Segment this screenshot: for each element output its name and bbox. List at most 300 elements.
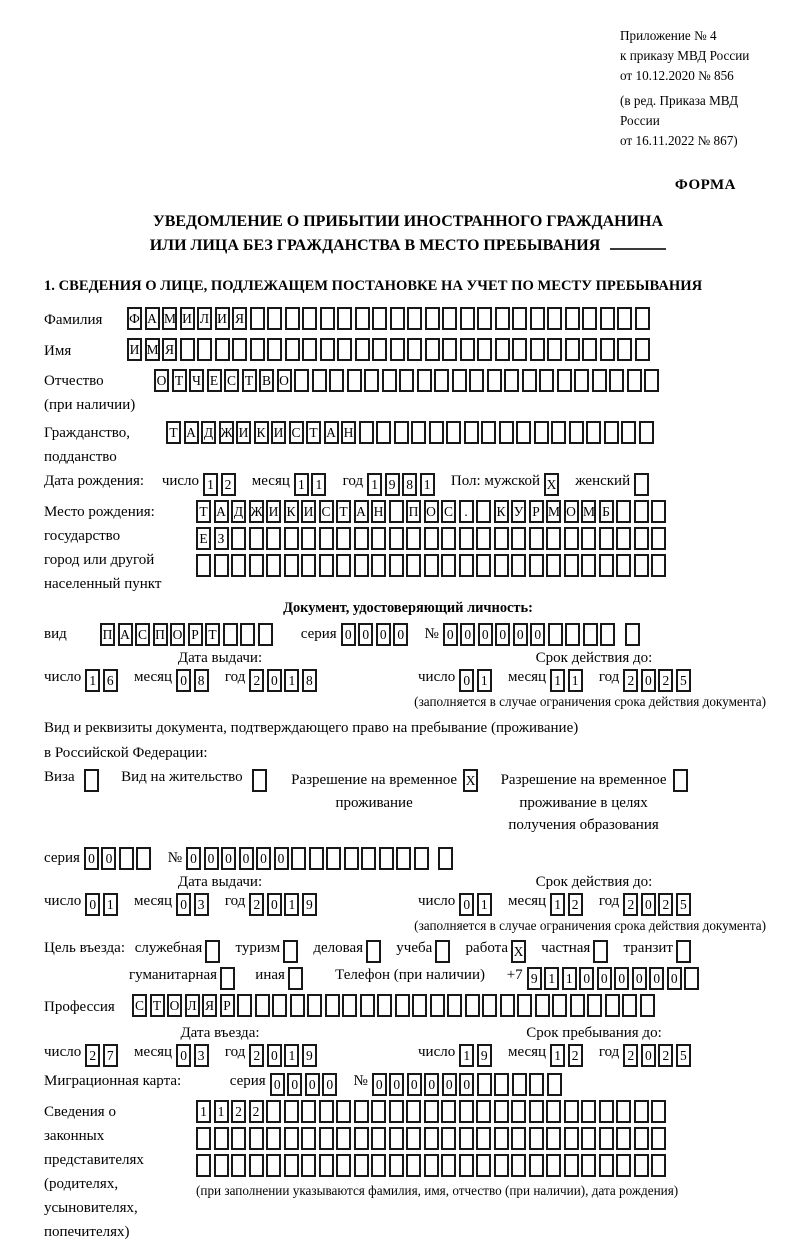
char-cell[interactable] [336, 1100, 351, 1123]
char-cell[interactable] [250, 307, 265, 330]
res-issue-year-cells[interactable] [249, 893, 319, 916]
residence-series-cells[interactable] [84, 847, 154, 870]
char-cell[interactable]: А [214, 500, 229, 523]
char-cell[interactable]: Д [231, 500, 246, 523]
char-cell[interactable] [635, 307, 650, 330]
char-cell[interactable]: 0 [176, 893, 191, 916]
char-cell[interactable] [258, 623, 273, 646]
char-cell[interactable] [302, 307, 317, 330]
char-cell[interactable] [494, 1154, 509, 1177]
purpose-work-checkbox[interactable] [511, 940, 529, 963]
char-cell[interactable] [220, 967, 235, 990]
char-cell[interactable] [529, 1127, 544, 1150]
char-cell[interactable]: 0 [641, 669, 656, 692]
char-cell[interactable] [547, 338, 562, 361]
char-cell[interactable] [249, 527, 264, 550]
char-cell[interactable] [447, 994, 462, 1017]
char-cell[interactable]: 5 [676, 893, 691, 916]
char-cell[interactable]: 1 [214, 1100, 229, 1123]
char-cell[interactable] [355, 338, 370, 361]
char-cell[interactable] [390, 338, 405, 361]
char-cell[interactable] [517, 994, 532, 1017]
char-cell[interactable]: 0 [407, 1073, 422, 1096]
char-cell[interactable] [581, 1100, 596, 1123]
char-cell[interactable] [582, 307, 597, 330]
char-cell[interactable] [582, 338, 597, 361]
char-cell[interactable]: 0 [459, 1073, 474, 1096]
char-cell[interactable] [283, 940, 298, 963]
char-cell[interactable] [424, 1100, 439, 1123]
purpose-other-checkbox[interactable] [288, 967, 306, 990]
char-cell[interactable] [237, 994, 252, 1017]
char-cell[interactable] [651, 1154, 666, 1177]
char-cell[interactable]: О [167, 994, 182, 1017]
char-cell[interactable]: 0 [101, 847, 116, 870]
char-cell[interactable] [634, 527, 649, 550]
char-cell[interactable]: 0 [632, 967, 647, 990]
char-cell[interactable]: 3 [194, 1044, 209, 1067]
char-cell[interactable] [319, 1127, 334, 1150]
char-cell[interactable]: 1 [550, 893, 565, 916]
char-cell[interactable] [604, 421, 619, 444]
representatives-row3-cells[interactable] [196, 1154, 678, 1177]
char-cell[interactable]: С [224, 369, 239, 392]
char-cell[interactable] [435, 940, 450, 963]
char-cell[interactable] [564, 527, 579, 550]
char-cell[interactable]: К [494, 500, 509, 523]
char-cell[interactable] [617, 338, 632, 361]
char-cell[interactable]: Е [196, 527, 211, 550]
char-cell[interactable] [371, 1127, 386, 1150]
char-cell[interactable] [442, 307, 457, 330]
char-cell[interactable] [477, 1073, 492, 1096]
char-cell[interactable] [249, 554, 264, 577]
purpose-business-checkbox[interactable] [366, 940, 384, 963]
char-cell[interactable]: 2 [221, 473, 236, 496]
char-cell[interactable] [586, 421, 601, 444]
female-checkbox[interactable] [634, 473, 652, 496]
char-cell[interactable] [546, 554, 561, 577]
char-cell[interactable] [621, 421, 636, 444]
char-cell[interactable]: 0 [442, 1073, 457, 1096]
purpose-official-checkbox[interactable] [205, 940, 223, 963]
char-cell[interactable]: А [145, 307, 160, 330]
char-cell[interactable]: К [254, 421, 269, 444]
char-cell[interactable] [511, 527, 526, 550]
char-cell[interactable]: 2 [623, 1044, 638, 1067]
char-cell[interactable] [581, 1127, 596, 1150]
char-cell[interactable] [417, 369, 432, 392]
char-cell[interactable] [434, 369, 449, 392]
char-cell[interactable] [376, 421, 391, 444]
char-cell[interactable] [495, 307, 510, 330]
char-cell[interactable]: П [153, 623, 168, 646]
char-cell[interactable]: . [459, 500, 474, 523]
char-cell[interactable]: О [154, 369, 169, 392]
phone-cells[interactable] [527, 967, 702, 990]
char-cell[interactable] [205, 940, 220, 963]
char-cell[interactable] [546, 1127, 561, 1150]
char-cell[interactable] [344, 847, 359, 870]
char-cell[interactable] [460, 307, 475, 330]
char-cell[interactable] [326, 847, 341, 870]
char-cell[interactable] [272, 994, 287, 1017]
char-cell[interactable] [651, 554, 666, 577]
char-cell[interactable] [255, 994, 270, 1017]
char-cell[interactable] [319, 527, 334, 550]
char-cell[interactable] [284, 1127, 299, 1150]
char-cell[interactable] [564, 1100, 579, 1123]
purpose-transit-checkbox[interactable] [676, 940, 694, 963]
char-cell[interactable]: 5 [676, 669, 691, 692]
char-cell[interactable] [651, 500, 666, 523]
res-issue-day-cells[interactable] [85, 893, 120, 916]
char-cell[interactable] [389, 1100, 404, 1123]
char-cell[interactable] [460, 338, 475, 361]
char-cell[interactable] [231, 1127, 246, 1150]
char-cell[interactable]: 2 [249, 893, 264, 916]
char-cell[interactable] [529, 1073, 544, 1096]
char-cell[interactable] [249, 1127, 264, 1150]
char-cell[interactable]: 1 [550, 1044, 565, 1067]
char-cell[interactable] [481, 421, 496, 444]
char-cell[interactable] [319, 1154, 334, 1177]
char-cell[interactable] [512, 338, 527, 361]
char-cell[interactable]: 0 [270, 1073, 285, 1096]
char-cell[interactable] [119, 847, 134, 870]
char-cell[interactable] [600, 307, 615, 330]
doc-number-extra-cell[interactable] [625, 623, 640, 646]
char-cell[interactable] [389, 1127, 404, 1150]
char-cell[interactable]: 0 [579, 967, 594, 990]
char-cell[interactable]: X [511, 940, 526, 963]
char-cell[interactable] [307, 994, 322, 1017]
char-cell[interactable] [592, 369, 607, 392]
char-cell[interactable]: С [289, 421, 304, 444]
char-cell[interactable] [574, 369, 589, 392]
char-cell[interactable] [546, 1154, 561, 1177]
char-cell[interactable]: 9 [527, 967, 542, 990]
char-cell[interactable] [616, 500, 631, 523]
char-cell[interactable]: Б [599, 500, 614, 523]
char-cell[interactable]: О [564, 500, 579, 523]
char-cell[interactable] [285, 338, 300, 361]
char-cell[interactable] [459, 1127, 474, 1150]
char-cell[interactable] [366, 940, 381, 963]
res-valid-day-cells[interactable] [459, 893, 494, 916]
char-cell[interactable] [399, 369, 414, 392]
firstname-cells[interactable] [127, 338, 652, 361]
char-cell[interactable] [565, 338, 580, 361]
temp-residence-edu-checkbox[interactable] [673, 769, 691, 792]
char-cell[interactable]: 1 [284, 669, 299, 692]
char-cell[interactable] [511, 1154, 526, 1177]
char-cell[interactable]: 0 [376, 623, 391, 646]
char-cell[interactable] [570, 994, 585, 1017]
entry-month-cells[interactable] [176, 1044, 211, 1067]
char-cell[interactable] [354, 1127, 369, 1150]
char-cell[interactable]: 0 [614, 967, 629, 990]
char-cell[interactable]: 0 [641, 893, 656, 916]
char-cell[interactable] [354, 1100, 369, 1123]
purpose-study-checkbox[interactable] [435, 940, 453, 963]
male-checkbox[interactable] [544, 473, 562, 496]
char-cell[interactable] [599, 527, 614, 550]
char-cell[interactable]: М [581, 500, 596, 523]
char-cell[interactable]: 0 [274, 847, 289, 870]
char-cell[interactable] [407, 338, 422, 361]
doc-kind-cells[interactable] [100, 623, 275, 646]
birth-year-cells[interactable] [367, 473, 437, 496]
char-cell[interactable]: 8 [194, 669, 209, 692]
char-cell[interactable]: 2 [658, 893, 673, 916]
char-cell[interactable]: Ж [249, 500, 264, 523]
char-cell[interactable]: Н [371, 500, 386, 523]
char-cell[interactable] [196, 1154, 211, 1177]
char-cell[interactable]: М [145, 338, 160, 361]
char-cell[interactable]: С [319, 500, 334, 523]
char-cell[interactable] [312, 369, 327, 392]
char-cell[interactable] [84, 769, 99, 792]
char-cell[interactable] [342, 994, 357, 1017]
char-cell[interactable] [336, 554, 351, 577]
char-cell[interactable]: 2 [658, 669, 673, 692]
char-cell[interactable]: 0 [186, 847, 201, 870]
char-cell[interactable] [377, 994, 392, 1017]
char-cell[interactable] [250, 338, 265, 361]
char-cell[interactable]: 0 [597, 967, 612, 990]
char-cell[interactable] [389, 527, 404, 550]
char-cell[interactable] [499, 421, 514, 444]
char-cell[interactable]: 0 [341, 623, 356, 646]
char-cell[interactable] [616, 1127, 631, 1150]
char-cell[interactable] [347, 369, 362, 392]
char-cell[interactable] [267, 307, 282, 330]
char-cell[interactable]: 9 [385, 473, 400, 496]
char-cell[interactable]: А [118, 623, 133, 646]
char-cell[interactable] [406, 527, 421, 550]
char-cell[interactable]: 1 [294, 473, 309, 496]
migration-number-cells[interactable] [372, 1073, 565, 1096]
char-cell[interactable] [552, 994, 567, 1017]
char-cell[interactable] [600, 338, 615, 361]
char-cell[interactable] [354, 1154, 369, 1177]
char-cell[interactable] [284, 1154, 299, 1177]
char-cell[interactable]: 1 [550, 669, 565, 692]
char-cell[interactable]: X [463, 769, 478, 792]
char-cell[interactable] [635, 338, 650, 361]
char-cell[interactable] [511, 1127, 526, 1150]
birth-day-cells[interactable] [203, 473, 238, 496]
char-cell[interactable]: 0 [176, 669, 191, 692]
char-cell[interactable]: У [511, 500, 526, 523]
char-cell[interactable] [512, 307, 527, 330]
char-cell[interactable] [651, 527, 666, 550]
citizenship-cells[interactable] [166, 421, 656, 444]
stay-year-cells[interactable] [623, 1044, 693, 1067]
char-cell[interactable] [535, 994, 550, 1017]
char-cell[interactable]: 0 [358, 623, 373, 646]
char-cell[interactable]: 0 [460, 623, 475, 646]
char-cell[interactable] [581, 1154, 596, 1177]
char-cell[interactable]: 1 [459, 1044, 474, 1067]
char-cell[interactable] [634, 1154, 649, 1177]
char-cell[interactable]: 2 [85, 1044, 100, 1067]
char-cell[interactable]: 0 [513, 623, 528, 646]
char-cell[interactable] [382, 369, 397, 392]
char-cell[interactable] [196, 554, 211, 577]
char-cell[interactable]: Т [172, 369, 187, 392]
char-cell[interactable] [406, 554, 421, 577]
stay-month-cells[interactable] [550, 1044, 585, 1067]
char-cell[interactable]: 9 [477, 1044, 492, 1067]
char-cell[interactable]: М [162, 307, 177, 330]
char-cell[interactable]: 1 [85, 669, 100, 692]
char-cell[interactable] [476, 1154, 491, 1177]
char-cell[interactable]: А [354, 500, 369, 523]
char-cell[interactable]: О [424, 500, 439, 523]
birthplace-row2-cells[interactable] [196, 527, 669, 550]
char-cell[interactable]: 5 [676, 1044, 691, 1067]
patronymic-cells[interactable] [154, 369, 662, 392]
res-issue-month-cells[interactable] [176, 893, 211, 916]
char-cell[interactable] [414, 847, 429, 870]
char-cell[interactable] [267, 338, 282, 361]
char-cell[interactable]: 0 [287, 1073, 302, 1096]
entry-day-cells[interactable] [85, 1044, 120, 1067]
birthplace-row1-cells[interactable] [196, 500, 669, 523]
char-cell[interactable] [359, 421, 374, 444]
char-cell[interactable] [600, 623, 615, 646]
char-cell[interactable] [389, 500, 404, 523]
char-cell[interactable] [336, 1154, 351, 1177]
char-cell[interactable] [337, 338, 352, 361]
char-cell[interactable]: О [277, 369, 292, 392]
char-cell[interactable] [599, 1127, 614, 1150]
char-cell[interactable] [372, 338, 387, 361]
char-cell[interactable]: Я [232, 307, 247, 330]
char-cell[interactable] [371, 1100, 386, 1123]
char-cell[interactable]: 6 [103, 669, 118, 692]
char-cell[interactable]: Т [166, 421, 181, 444]
char-cell[interactable] [389, 1154, 404, 1177]
char-cell[interactable]: 2 [231, 1100, 246, 1123]
char-cell[interactable]: 2 [568, 893, 583, 916]
char-cell[interactable] [231, 1154, 246, 1177]
char-cell[interactable]: И [215, 307, 230, 330]
char-cell[interactable] [371, 1154, 386, 1177]
char-cell[interactable] [511, 1100, 526, 1123]
char-cell[interactable] [266, 1154, 281, 1177]
char-cell[interactable] [476, 554, 491, 577]
char-cell[interactable] [395, 994, 410, 1017]
char-cell[interactable]: 1 [284, 893, 299, 916]
char-cell[interactable]: 0 [393, 623, 408, 646]
char-cell[interactable] [424, 1127, 439, 1150]
char-cell[interactable] [634, 554, 649, 577]
char-cell[interactable] [319, 1100, 334, 1123]
char-cell[interactable] [546, 1100, 561, 1123]
char-cell[interactable] [504, 369, 519, 392]
char-cell[interactable] [240, 623, 255, 646]
char-cell[interactable]: В [259, 369, 274, 392]
char-cell[interactable] [459, 1100, 474, 1123]
char-cell[interactable]: 0 [478, 623, 493, 646]
char-cell[interactable] [476, 527, 491, 550]
char-cell[interactable] [494, 1127, 509, 1150]
char-cell[interactable] [547, 1073, 562, 1096]
char-cell[interactable]: 0 [267, 669, 282, 692]
char-cell[interactable] [379, 847, 394, 870]
char-cell[interactable] [476, 500, 491, 523]
char-cell[interactable] [634, 500, 649, 523]
char-cell[interactable]: З [214, 527, 229, 550]
char-cell[interactable] [430, 994, 445, 1017]
issue-day-cells[interactable] [85, 669, 120, 692]
char-cell[interactable] [469, 369, 484, 392]
representatives-row1-cells[interactable] [196, 1100, 678, 1123]
char-cell[interactable] [301, 1100, 316, 1123]
char-cell[interactable]: Т [242, 369, 257, 392]
purpose-tourism-checkbox[interactable] [283, 940, 301, 963]
birthplace-row3-cells[interactable] [196, 554, 669, 577]
char-cell[interactable] [429, 421, 444, 444]
doc-series-cells[interactable] [341, 623, 411, 646]
char-cell[interactable] [564, 1154, 579, 1177]
char-cell[interactable] [396, 847, 411, 870]
char-cell[interactable] [581, 527, 596, 550]
char-cell[interactable] [301, 1127, 316, 1150]
char-cell[interactable] [522, 369, 537, 392]
char-cell[interactable] [294, 369, 309, 392]
char-cell[interactable] [442, 338, 457, 361]
char-cell[interactable] [616, 527, 631, 550]
char-cell[interactable]: Я [162, 338, 177, 361]
char-cell[interactable]: Е [207, 369, 222, 392]
char-cell[interactable] [676, 940, 691, 963]
char-cell[interactable] [406, 1127, 421, 1150]
char-cell[interactable]: 1 [311, 473, 326, 496]
purpose-private-checkbox[interactable] [593, 940, 611, 963]
residence-permit-checkbox[interactable] [252, 769, 270, 792]
char-cell[interactable] [547, 307, 562, 330]
char-cell[interactable] [500, 994, 515, 1017]
char-cell[interactable] [616, 1154, 631, 1177]
char-cell[interactable] [494, 527, 509, 550]
char-cell[interactable]: Т [336, 500, 351, 523]
char-cell[interactable] [564, 1127, 579, 1150]
char-cell[interactable] [477, 307, 492, 330]
char-cell[interactable]: 1 [562, 967, 577, 990]
char-cell[interactable] [284, 527, 299, 550]
char-cell[interactable] [320, 338, 335, 361]
char-cell[interactable] [539, 369, 554, 392]
char-cell[interactable] [583, 623, 598, 646]
char-cell[interactable]: П [100, 623, 115, 646]
char-cell[interactable] [329, 369, 344, 392]
char-cell[interactable] [599, 1100, 614, 1123]
char-cell[interactable] [640, 994, 655, 1017]
char-cell[interactable] [390, 307, 405, 330]
char-cell[interactable] [512, 1073, 527, 1096]
char-cell[interactable] [476, 1100, 491, 1123]
char-cell[interactable]: 3 [194, 893, 209, 916]
char-cell[interactable] [364, 369, 379, 392]
char-cell[interactable]: 8 [402, 473, 417, 496]
char-cell[interactable] [459, 527, 474, 550]
char-cell[interactable]: 2 [249, 1044, 264, 1067]
char-cell[interactable] [309, 847, 324, 870]
